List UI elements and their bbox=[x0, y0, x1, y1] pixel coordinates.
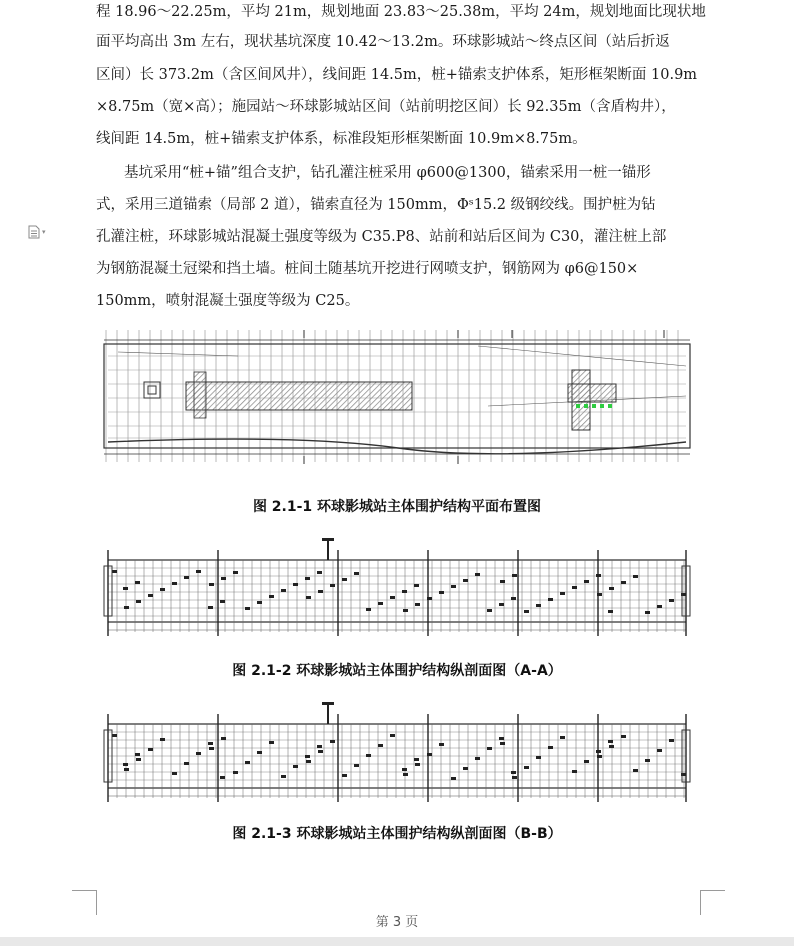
text-line: 线间距 14.5m，桩+锚索支护体系，标准段矩形框架断面 10.9m×8.75m。 bbox=[96, 131, 587, 147]
anchor-mark bbox=[317, 571, 322, 574]
anchor-mark bbox=[124, 606, 129, 609]
anchor-mark bbox=[390, 734, 395, 737]
shaft-box bbox=[148, 386, 156, 394]
text-line: 式，采用三道锚索（局部 2 道），锚索直径为 150mm，Φˢ15.2 级钢绞线。围护桩为钻 bbox=[96, 197, 656, 213]
anchor-mark bbox=[451, 585, 456, 588]
anchor-mark bbox=[245, 607, 250, 610]
anchor-mark bbox=[305, 577, 310, 580]
anchor-mark bbox=[511, 597, 516, 600]
anchor-mark bbox=[390, 596, 395, 599]
anchor-mark bbox=[136, 600, 141, 603]
anchor-mark bbox=[596, 750, 601, 753]
anchor-mark bbox=[669, 599, 674, 602]
anchor-mark bbox=[112, 570, 117, 573]
anchor-mark bbox=[536, 604, 541, 607]
anchor-mark bbox=[257, 601, 262, 604]
anchor-mark bbox=[318, 590, 323, 593]
anchor-mark bbox=[500, 742, 505, 745]
anchor-mark bbox=[609, 587, 614, 590]
anchor-mark bbox=[281, 589, 286, 592]
anchor-mark bbox=[414, 758, 419, 761]
anchor-mark bbox=[135, 753, 140, 756]
anchor-mark bbox=[123, 763, 128, 766]
anchor-mark bbox=[208, 742, 213, 745]
page-footer-bar bbox=[0, 937, 794, 946]
anchor-mark bbox=[112, 734, 117, 737]
text-line: 为钢筋混凝土冠梁和挡土墙。桩间土随基坑开挖进行网喷支护，钢筋网为 φ6@150× bbox=[96, 261, 639, 277]
anchor-mark bbox=[293, 583, 298, 586]
page-number: 第 3 页 bbox=[375, 915, 419, 930]
anchor-mark bbox=[608, 740, 613, 743]
survey-marker bbox=[600, 404, 604, 408]
anchor-mark bbox=[403, 609, 408, 612]
anchor-mark bbox=[536, 756, 541, 759]
anchor-mark bbox=[221, 737, 226, 740]
anchor-mark bbox=[160, 738, 165, 741]
anchor-mark bbox=[621, 581, 626, 584]
text-line: 基坑采用“桩+锚”组合支护，钻孔灌注桩采用 φ600@1300，锚索采用一桩一锚形 bbox=[124, 165, 651, 181]
anchor-mark bbox=[196, 570, 201, 573]
anchor-mark bbox=[184, 576, 189, 579]
anchor-mark bbox=[427, 597, 432, 600]
anchor-mark bbox=[306, 596, 311, 599]
anchor-mark bbox=[269, 595, 274, 598]
anchor-mark bbox=[317, 745, 322, 748]
anchor-mark bbox=[499, 737, 504, 740]
anchor-mark bbox=[645, 611, 650, 614]
anchor-mark bbox=[596, 574, 601, 577]
text-line: ×8.75m（宽×高）；施园站～环球影城站区间（站前明挖区间）长 92.35m（含盾构井）， bbox=[96, 99, 676, 115]
anchor-mark bbox=[572, 586, 577, 589]
text-line: 孔灌注桩，环球影城站混凝土强度等级为 C35.P8、站前和站后区间为 C30，灌注桩上部 bbox=[96, 229, 667, 245]
hatched-structure bbox=[194, 372, 206, 418]
shaft-box bbox=[144, 382, 160, 398]
anchor-mark bbox=[293, 765, 298, 768]
anchor-mark bbox=[196, 752, 201, 755]
anchor-mark bbox=[609, 745, 614, 748]
anchor-mark bbox=[487, 609, 492, 612]
anchor-mark bbox=[608, 610, 613, 613]
text-line: 程 18.96～22.25m，平均 21m，规划地面 23.83～25.38m，平均 24m，规划地面比现状地 bbox=[96, 4, 706, 20]
anchor-mark bbox=[439, 591, 444, 594]
text-line: 区间）长 373.2m（含区间风井），线间距 14.5m，桩+锚索支护体系，矩形框架断面 10.9m bbox=[96, 67, 698, 83]
document-icon[interactable]: ▾ bbox=[28, 224, 46, 240]
anchor-mark bbox=[402, 590, 407, 593]
anchor-mark bbox=[415, 763, 420, 766]
anchor-mark bbox=[511, 771, 516, 774]
anchor-mark bbox=[148, 748, 153, 751]
anchor-mark bbox=[451, 777, 456, 780]
anchor-mark bbox=[584, 580, 589, 583]
anchor-mark bbox=[245, 761, 250, 764]
anchor-mark bbox=[402, 768, 407, 771]
anchor-mark bbox=[500, 580, 505, 583]
axis-mark bbox=[322, 702, 334, 705]
anchor-mark bbox=[487, 747, 492, 750]
figure-section-b-b bbox=[98, 698, 696, 812]
anchor-mark bbox=[427, 753, 432, 756]
anchor-mark bbox=[281, 775, 286, 778]
survey-marker bbox=[592, 404, 596, 408]
anchor-mark bbox=[318, 750, 323, 753]
anchor-mark bbox=[220, 776, 225, 779]
anchor-mark bbox=[209, 747, 214, 750]
anchor-mark bbox=[669, 739, 674, 742]
anchor-mark bbox=[366, 754, 371, 757]
survey-marker bbox=[576, 404, 580, 408]
anchor-mark bbox=[160, 588, 165, 591]
figure-3-caption: 图 2.1-3 环球影城站主体围护结构纵剖面图（B-B） bbox=[232, 826, 562, 842]
anchor-mark bbox=[657, 605, 662, 608]
survey-marker bbox=[584, 404, 588, 408]
anchor-mark bbox=[342, 578, 347, 581]
anchor-mark bbox=[475, 757, 480, 760]
anchor-mark bbox=[597, 755, 602, 758]
anchor-mark bbox=[475, 573, 480, 576]
anchor-mark bbox=[512, 574, 517, 577]
anchor-mark bbox=[269, 741, 274, 744]
anchor-mark bbox=[560, 736, 565, 739]
anchor-mark bbox=[463, 767, 468, 770]
anchor-mark bbox=[221, 577, 226, 580]
anchor-mark bbox=[378, 602, 383, 605]
anchor-mark bbox=[354, 572, 359, 575]
anchor-mark bbox=[366, 608, 371, 611]
anchor-mark bbox=[123, 587, 128, 590]
anchor-mark bbox=[524, 766, 529, 769]
anchor-mark bbox=[220, 600, 225, 603]
anchor-mark bbox=[463, 579, 468, 582]
anchor-mark bbox=[414, 584, 419, 587]
anchor-mark bbox=[342, 774, 347, 777]
anchor-mark bbox=[330, 584, 335, 587]
anchor-mark bbox=[172, 772, 177, 775]
anchor-mark bbox=[305, 755, 310, 758]
hatched-structure bbox=[186, 382, 412, 410]
anchor-mark bbox=[584, 760, 589, 763]
anchor-mark bbox=[148, 594, 153, 597]
anchor-mark bbox=[233, 771, 238, 774]
text-line: 面平均高出 3m 左右，现状基坑深度 10.42～13.2m。环球影城站～终点区间（站后折返 bbox=[96, 34, 670, 50]
anchor-mark bbox=[209, 583, 214, 586]
anchor-mark bbox=[597, 593, 602, 596]
text-line: 150mm，喷射混凝土强度等级为 C25。 bbox=[96, 293, 360, 309]
axis-mark bbox=[322, 538, 334, 541]
figure-1-caption: 图 2.1-1 环球影城站主体围护结构平面布置图 bbox=[252, 499, 542, 515]
anchor-mark bbox=[633, 769, 638, 772]
anchor-mark bbox=[415, 603, 420, 606]
curve-line bbox=[108, 439, 686, 454]
anchor-mark bbox=[572, 770, 577, 773]
anchor-mark bbox=[512, 776, 517, 779]
anchor-mark bbox=[378, 744, 383, 747]
hatched-structure bbox=[568, 384, 616, 402]
anchor-mark bbox=[257, 751, 262, 754]
anchor-mark bbox=[439, 743, 444, 746]
anchor-mark bbox=[621, 735, 626, 738]
anchor-mark bbox=[548, 746, 553, 749]
anchor-mark bbox=[208, 606, 213, 609]
anchor-mark bbox=[657, 749, 662, 752]
anchor-mark bbox=[499, 603, 504, 606]
anchor-mark bbox=[136, 758, 141, 761]
anchor-mark bbox=[306, 760, 311, 763]
anchor-mark bbox=[330, 740, 335, 743]
anchor-mark bbox=[633, 575, 638, 578]
anchor-mark bbox=[645, 759, 650, 762]
anchor-mark bbox=[548, 598, 553, 601]
anchor-mark bbox=[403, 773, 408, 776]
figure-2-caption: 图 2.1-2 环球影城站主体围护结构纵剖面图（A-A） bbox=[232, 663, 562, 679]
anchor-mark bbox=[524, 610, 529, 613]
anchor-mark bbox=[135, 581, 140, 584]
figure-plan-layout bbox=[98, 326, 696, 470]
anchor-mark bbox=[233, 571, 238, 574]
figure-section-a-a bbox=[98, 534, 696, 646]
anchor-mark bbox=[354, 764, 359, 767]
anchor-mark bbox=[172, 582, 177, 585]
anchor-mark bbox=[124, 768, 129, 771]
survey-marker bbox=[608, 404, 612, 408]
anchor-mark bbox=[184, 762, 189, 765]
anchor-mark bbox=[560, 592, 565, 595]
